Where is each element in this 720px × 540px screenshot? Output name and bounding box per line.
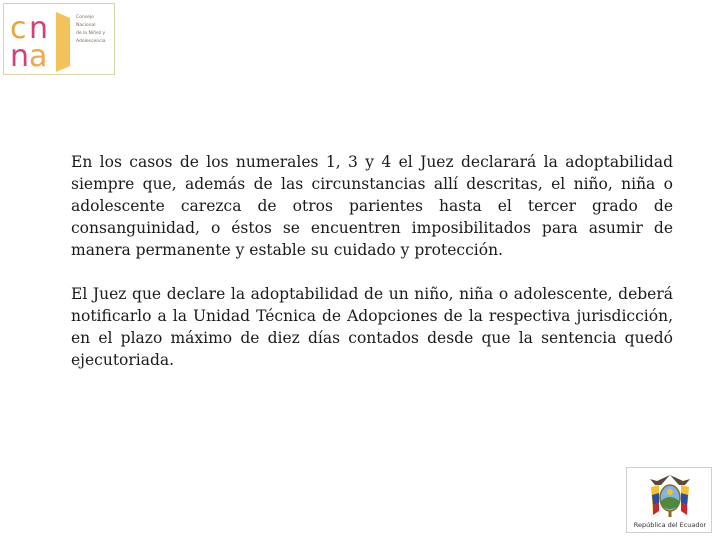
logo-letter-a: a (29, 39, 48, 74)
logo-line: Consejo (76, 15, 94, 20)
cnna-logo-mark-icon (4, 4, 76, 76)
logo-institution-name (76, 14, 116, 46)
logo-letter-c: c (10, 11, 27, 46)
logo-line: Adolescencia (76, 39, 106, 44)
coat-of-arms-icon (647, 471, 693, 519)
logo-line: Nacional (76, 23, 96, 28)
cnna-logo (3, 3, 115, 75)
logo-letter-n-bottom: n (10, 39, 30, 74)
paragraph-adoptability-conditions: En los casos de los numerales 1, 3 y 4 el Juez declarará la adoptabilidad siempre que, además de las circunstancias allí descritas, el niño, niña o adolescente carezca de otros parientes hasta el tercer grado de consanguinidad, o éstos se encuentren imposibilitados para asumir de manera permanente y estable su cuidado y protección. (71, 153, 673, 259)
logo-letter-n-top: n (29, 11, 49, 46)
paragraph-notification: El Juez que declare la adoptabilidad de un niño, niña o adolescente, deberá notificarlo a la Unidad Técnica de Adopciones de la respectiva jurisdicción, en el plazo máximo de diez días contados desde que la sentencia quedó ejecutoriada. (71, 285, 673, 369)
logo-line: de la Niñez y (76, 31, 106, 36)
emblem-caption: República del Ecuador (633, 521, 707, 529)
document-body (71, 151, 673, 393)
ecuador-emblem (626, 467, 712, 533)
